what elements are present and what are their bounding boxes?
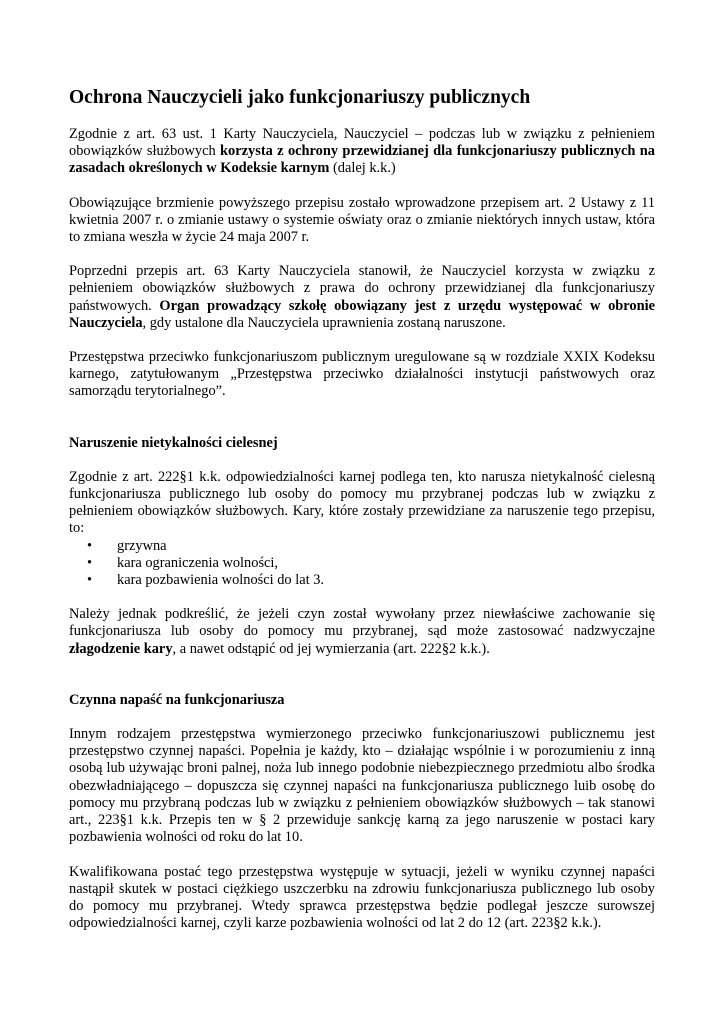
section-heading-czynna-napasc: Czynna napaść na funkcjonariusza xyxy=(69,691,285,708)
paragraph-text: Poprzedni przepis art. 63 Karty Nauczyciela stanowił, że Nauczyciel korzysta w związku z pełnieniem obowiązków służbowych z prawa do ochrony przewidzianej dla funkcjonariuszy państwowych. xyxy=(69,263,655,314)
list-item: • kara pozbawienia wolności do lat 3. xyxy=(69,572,655,589)
paragraph-text: Należy jednak podkreślić, że jeżeli czyn został wywołany przez niewłaściwe zachowanie się funkcjonariusza lub osoby do pomocy mu przybranej, sąd może zastosować nadzwyczajne xyxy=(69,606,655,640)
list-item: • grzywna xyxy=(69,538,655,555)
paragraph-qualified-form: Kwalifikowana postać tego przestępstwa występuje w sytuacji, jeżeli w wyniku czynnej napaści nastąpił skutek w postaci ciężkiego uszczerbku na zdrowiu funkcjonariusza publicznego lub osoby do pomocy mu przybranej. Wtedy sprawca przestępstwa będzie podlegał jeszcze surowszej odpowiedzialności karnej, czyli karze pozbawienia wolności od lat 2 do 12 (art. 223§2 k.k.). xyxy=(69,863,655,932)
paragraph-mitigation xyxy=(69,606,655,658)
bold-text: korzysta z ochrony przewidzianej dla funkcjonariuszy publicznych na zasadach określonych w Kodeksie karnym xyxy=(69,143,655,177)
document-title: Ochrona Nauczycieli jako funkcjonariuszy publicznych xyxy=(69,87,531,108)
spacer xyxy=(69,418,655,435)
paragraph-art222: Zgodnie z art. 222§1 k.k. odpowiedzialności karnej podlega ten, kto narusza nietykalność cielesną funkcjonariusza publicznego lub osoby do pomocy mu przybranej podczas lub w związku z pełnieniem obowiązków służbowych. Kary, które zostały przewidziane za naruszenie tego przepisu, to: xyxy=(69,468,655,537)
document-page xyxy=(69,86,655,949)
paragraph-art223: Innym rodzajem przestępstwa wymierzonego przeciwko funkcjonariuszowi publicznemu jest przestępstwo czynnej napaści. Popełnia je każdy, kto – działając wspólnie i w porozumieniu z inną osobą lub używając broni palnej, noża lub innego podobnie niebezpiecznego przedmiotu albo środka obezwładniającego – dopuszcza się czynnej napaści na funkcjonariusza publicznego luib osobę do pomocy mu przybraną podczas lub w związku z pełnieniem obowiązków służbowych – tak stanowi art., 223§1 k.k. Przepis ten w § 2 przewiduje sankcję karną za jego naruszenie w postaci kary pozbawienia wolności od roku do lat 10. xyxy=(69,726,655,846)
penalty-list xyxy=(69,538,655,590)
paragraph-text: Zgodnie z art. 63 ust. 1 Karty Nauczyciela, Nauczyciel – podczas lub w związku z pełnieniem obowiązków służbowych xyxy=(69,126,655,160)
bold-text: Organ prowadzący szkołę obowiązany jest z urzędu występować w obronie Nauczyciela xyxy=(69,297,655,331)
paragraph-previous-provision xyxy=(69,263,655,332)
section-heading-nietykalnosc: Naruszenie nietykalności cielesnej xyxy=(69,434,278,451)
paragraph-text: , gdy ustalone dla Nauczyciela uprawnienia zostaną naruszone. xyxy=(142,314,506,331)
list-item: • kara ograniczenia wolności, xyxy=(69,555,655,572)
paragraph-text: (dalej k.k.) xyxy=(329,160,396,177)
paragraph-chapter-xxix: Przestępstwa przeciwko funkcjonariuszom publicznym uregulowane są w rozdziale XXIX Kodeksu karnego, zatytułowanym „Przestępstwa przeciwko działalności instytucji państwowych oraz samorządu terytorialnego”. xyxy=(69,349,655,400)
paragraph-art63 xyxy=(69,126,655,178)
bold-text: złagodzenie kary xyxy=(69,640,173,657)
spacer xyxy=(69,675,655,692)
paragraph-text: , a nawet odstąpić od jej wymierzania (art. 222§2 k.k.). xyxy=(172,640,490,657)
paragraph-amendment: Obowiązujące brzmienie powyższego przepisu zostało wprowadzone przepisem art. 2 Ustawy z 11 kwietnia 2007 r. o zmianie ustawy o systemie oświaty oraz o zmianie niektórych innych ustaw, która to zmiana weszła w życie 24 maja 2007 r. xyxy=(69,194,655,246)
